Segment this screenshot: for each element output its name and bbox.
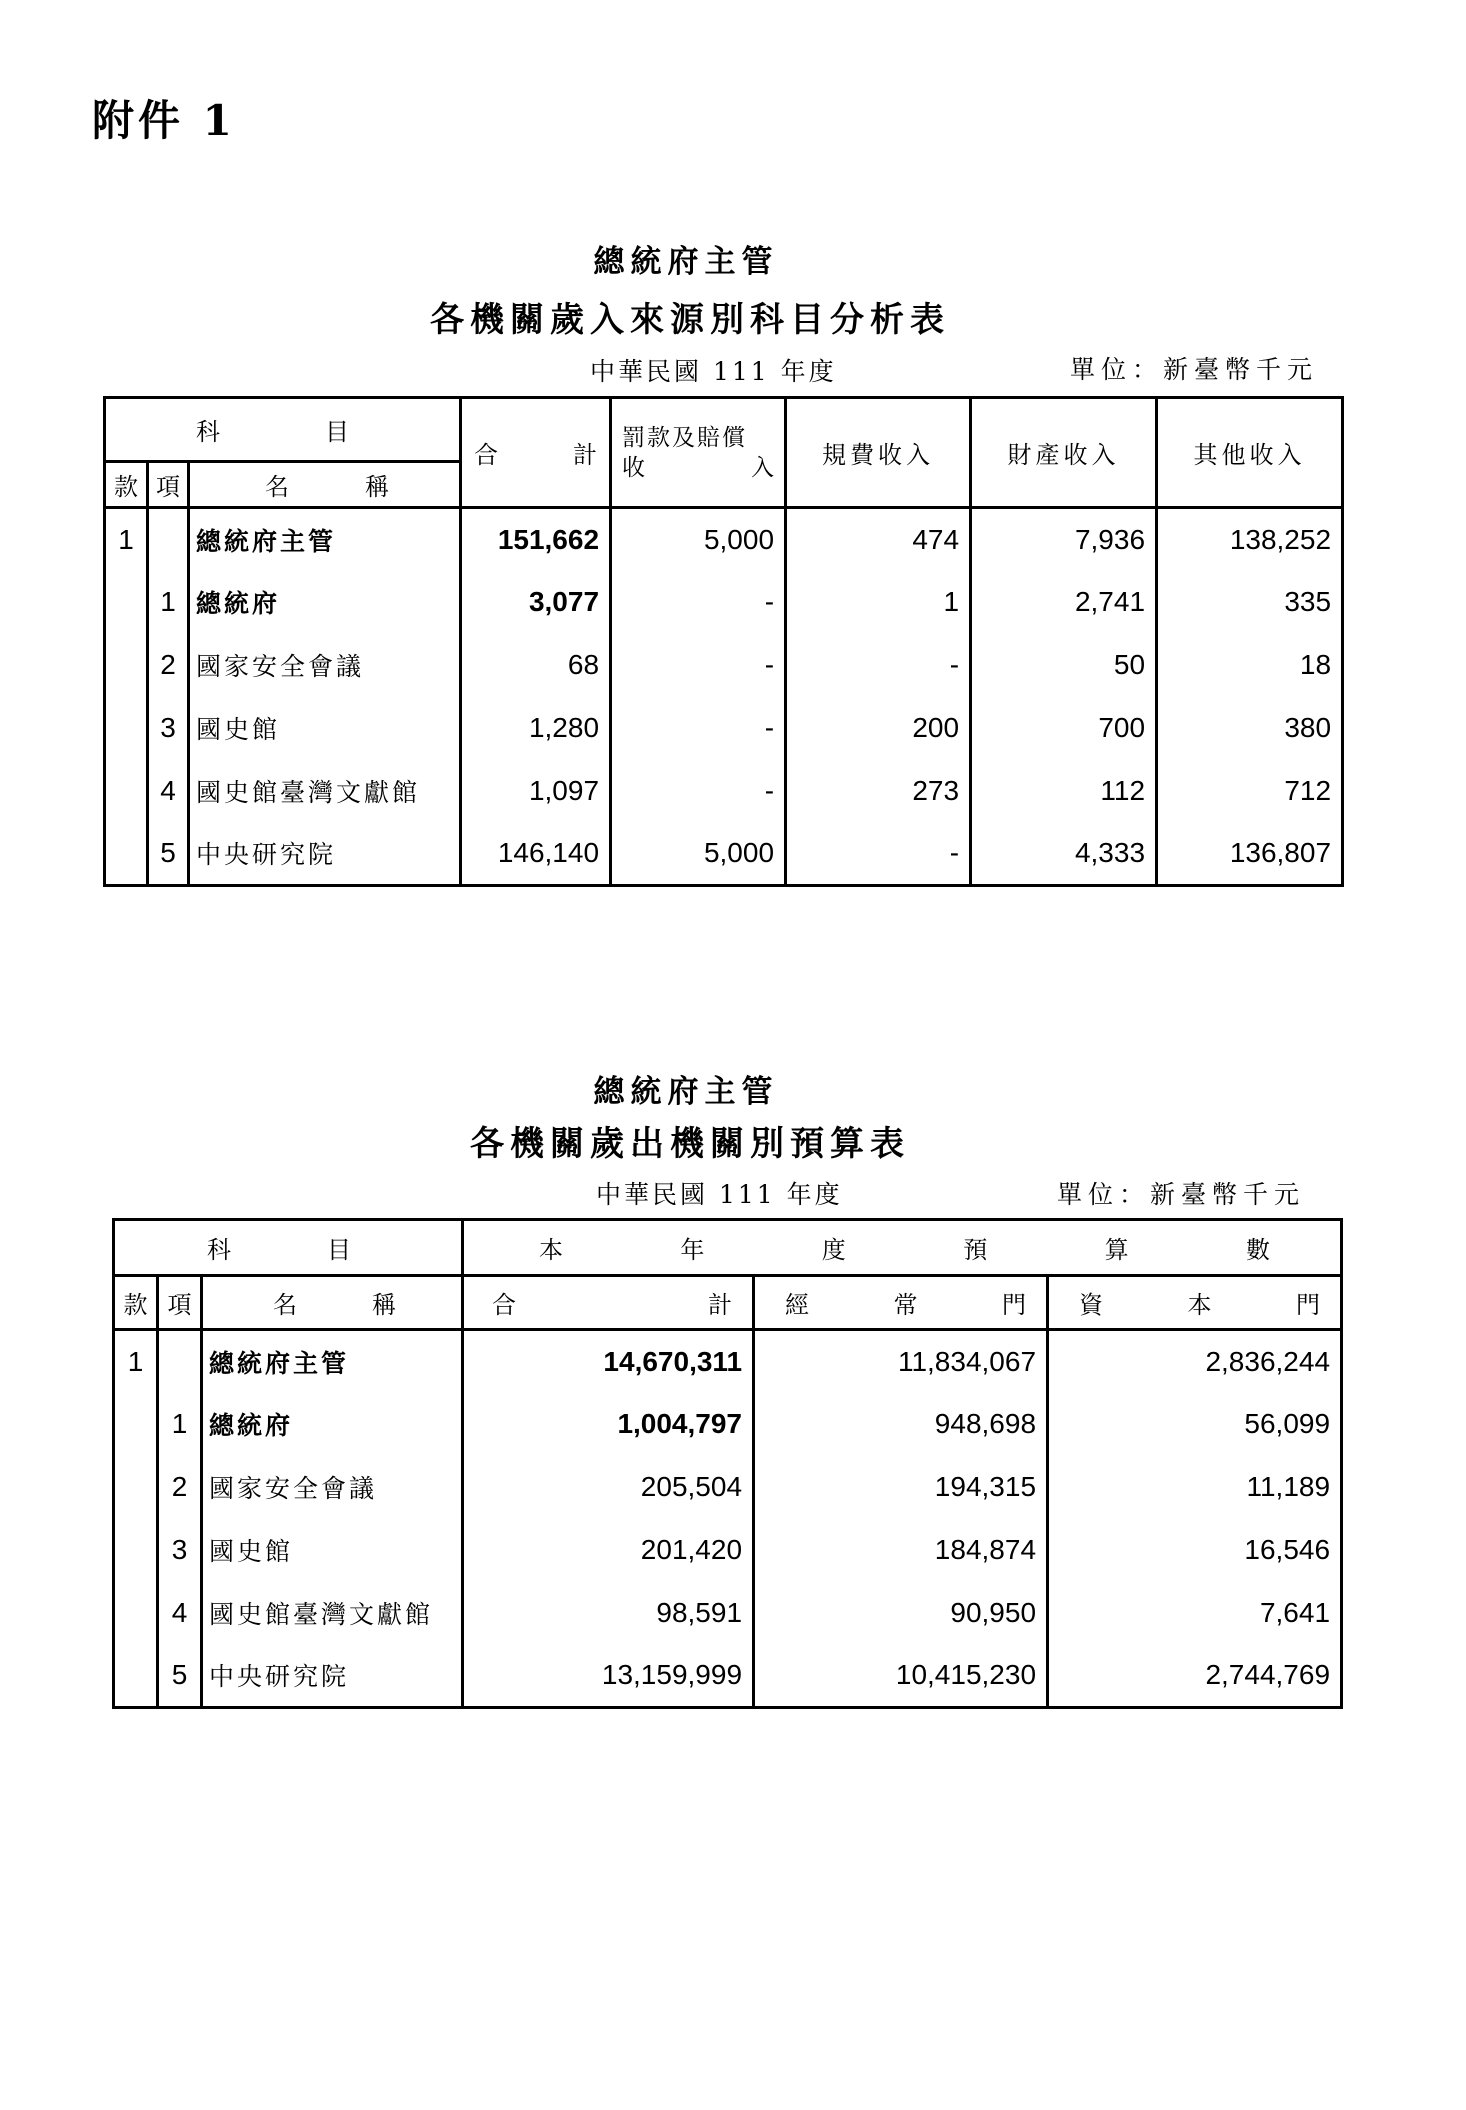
kuan-cell	[105, 760, 148, 823]
header-fines	[611, 398, 786, 508]
kuan-cell	[105, 697, 148, 760]
capital-cell: 11,189	[1048, 1456, 1342, 1519]
name-cell: 總統府主管	[202, 1330, 463, 1393]
table-row	[114, 1519, 1342, 1582]
header-name-a: 名	[273, 1291, 297, 1319]
fees-cell: -	[786, 634, 971, 697]
current-cell: 194,315	[754, 1456, 1048, 1519]
header-total-a: 合	[474, 441, 499, 469]
total-cell: 68	[461, 634, 611, 697]
fees-cell: 474	[786, 508, 971, 571]
header-subject	[105, 398, 461, 462]
xiang-cell: 5	[148, 823, 189, 886]
header-capital-char: 資	[1079, 1291, 1104, 1319]
fees-cell: 273	[786, 760, 971, 823]
total-cell: 1,004,797	[463, 1393, 754, 1456]
revenue-title: 各機關歲入來源別科目分析表	[430, 300, 950, 340]
xiang-cell: 2	[158, 1456, 202, 1519]
header-budget-char: 預	[963, 1236, 988, 1264]
name-cell: 總統府	[189, 571, 461, 634]
name-cell: 總統府主管	[189, 508, 461, 571]
name-cell: 國史館	[189, 697, 461, 760]
xiang-cell: 3	[158, 1519, 202, 1582]
revenue-table	[103, 396, 1344, 887]
table-row	[114, 1582, 1342, 1645]
kuan-cell: 1	[114, 1330, 158, 1393]
capital-cell: 2,836,244	[1048, 1330, 1342, 1393]
header-subject	[114, 1220, 463, 1276]
name-cell: 國家安全會議	[189, 634, 461, 697]
table-row	[105, 634, 1343, 697]
table-row	[105, 697, 1343, 760]
header-budget-char: 年	[680, 1236, 705, 1264]
name-cell: 中央研究院	[202, 1645, 463, 1708]
current-cell: 11,834,067	[754, 1330, 1048, 1393]
total-cell: 3,077	[461, 571, 611, 634]
table-row	[105, 823, 1343, 886]
name-cell: 國史館臺灣文獻館	[202, 1582, 463, 1645]
property-cell: 2,741	[971, 571, 1157, 634]
kuan-cell	[114, 1519, 158, 1582]
xiang-cell: 1	[158, 1393, 202, 1456]
xiang-cell: 3	[148, 697, 189, 760]
other-cell: 335	[1157, 571, 1343, 634]
total-cell: 98,591	[463, 1582, 754, 1645]
revenue-unit: 單位：新臺幣千元	[1070, 355, 1319, 384]
header-current-char: 門	[1002, 1291, 1027, 1319]
other-cell: 138,252	[1157, 508, 1343, 571]
header-budget-char: 本	[539, 1236, 564, 1264]
property-cell: 7,936	[971, 508, 1157, 571]
kuan-cell	[105, 823, 148, 886]
xiang-cell	[148, 508, 189, 571]
header-budget-char: 算	[1104, 1236, 1129, 1264]
total-cell: 201,420	[463, 1519, 754, 1582]
header-name-a: 名	[265, 473, 289, 501]
fees-cell: -	[786, 823, 971, 886]
total-cell: 1,097	[461, 760, 611, 823]
expenditure-title: 各機關歲出機關別預算表	[470, 1124, 910, 1164]
name-cell: 國史館臺灣文獻館	[189, 760, 461, 823]
property-cell: 4,333	[971, 823, 1157, 886]
header-capital-char: 本	[1187, 1291, 1212, 1319]
xiang-cell: 2	[148, 634, 189, 697]
kuan-cell	[114, 1645, 158, 1708]
capital-cell: 16,546	[1048, 1519, 1342, 1582]
header-total	[463, 1276, 754, 1330]
fees-cell: 200	[786, 697, 971, 760]
expenditure-unit: 單位：新臺幣千元	[1057, 1180, 1306, 1209]
name-cell: 總統府	[202, 1393, 463, 1456]
header-subject-b: 目	[325, 418, 350, 446]
header-fees: 規費收入	[786, 398, 971, 508]
fines-cell: -	[611, 634, 786, 697]
kuan-cell	[105, 571, 148, 634]
current-cell: 10,415,230	[754, 1645, 1048, 1708]
table-row	[114, 1645, 1342, 1708]
header-current-char: 經	[785, 1291, 810, 1319]
kuan-cell	[114, 1456, 158, 1519]
header-kuan: 款	[105, 462, 148, 508]
xiang-cell	[158, 1330, 202, 1393]
current-cell: 948,698	[754, 1393, 1048, 1456]
header-capital	[1048, 1276, 1342, 1330]
header-xiang: 項	[148, 462, 189, 508]
other-cell: 18	[1157, 634, 1343, 697]
table-row	[105, 571, 1343, 634]
fees-cell: 1	[786, 571, 971, 634]
xiang-cell: 1	[148, 571, 189, 634]
revenue-heading: 總統府主管	[593, 244, 779, 280]
property-cell: 50	[971, 634, 1157, 697]
attachment-label: 附件 1	[92, 96, 236, 145]
expenditure-table	[112, 1218, 1343, 1709]
kuan-cell	[105, 634, 148, 697]
fines-cell: -	[611, 571, 786, 634]
header-name-b: 稱	[372, 1291, 397, 1319]
fines-cell: 5,000	[611, 508, 786, 571]
header-name	[202, 1276, 463, 1330]
header-name	[189, 462, 461, 508]
header-other: 其他收入	[1157, 398, 1343, 508]
header-subject-a: 科	[196, 418, 220, 446]
current-cell: 90,950	[754, 1582, 1048, 1645]
header-xiang: 項	[158, 1276, 202, 1330]
header-subject-b: 目	[327, 1236, 352, 1264]
header-total-b: 計	[573, 441, 598, 469]
fines-cell: -	[611, 760, 786, 823]
table-row	[114, 1393, 1342, 1456]
header-fines-line2a: 收	[622, 454, 646, 481]
header-current	[754, 1276, 1048, 1330]
fines-cell: -	[611, 697, 786, 760]
capital-cell: 7,641	[1048, 1582, 1342, 1645]
xiang-cell: 5	[158, 1645, 202, 1708]
table-row	[105, 508, 1343, 571]
fines-cell: 5,000	[611, 823, 786, 886]
header-total	[461, 398, 611, 508]
header-property: 財產收入	[971, 398, 1157, 508]
header-subject-a: 科	[207, 1236, 231, 1264]
kuan-cell	[114, 1582, 158, 1645]
name-cell: 中央研究院	[189, 823, 461, 886]
current-cell: 184,874	[754, 1519, 1048, 1582]
other-cell: 712	[1157, 760, 1343, 823]
capital-cell: 56,099	[1048, 1393, 1342, 1456]
table-row	[114, 1330, 1342, 1393]
header-budget	[463, 1220, 1342, 1276]
capital-cell: 2,744,769	[1048, 1645, 1342, 1708]
table-row	[105, 760, 1343, 823]
expenditure-heading: 總統府主管	[593, 1074, 779, 1110]
other-cell: 380	[1157, 697, 1343, 760]
header-total-b: 計	[708, 1291, 733, 1319]
total-cell: 1,280	[461, 697, 611, 760]
table-row	[114, 1456, 1342, 1519]
total-cell: 13,159,999	[463, 1645, 754, 1708]
property-cell: 112	[971, 760, 1157, 823]
revenue-year: 中華民國 111 年度	[590, 357, 837, 386]
expenditure-year: 中華民國 111 年度	[596, 1180, 843, 1209]
header-fines-line2b: 入	[751, 454, 775, 481]
total-cell: 14,670,311	[463, 1330, 754, 1393]
header-total-a: 合	[492, 1291, 517, 1319]
header-capital-char: 門	[1296, 1291, 1321, 1319]
other-cell: 136,807	[1157, 823, 1343, 886]
name-cell: 國家安全會議	[202, 1456, 463, 1519]
xiang-cell: 4	[158, 1582, 202, 1645]
header-kuan: 款	[114, 1276, 158, 1330]
name-cell: 國史館	[202, 1519, 463, 1582]
total-cell: 146,140	[461, 823, 611, 886]
header-fines-line1: 罰款及賠償	[622, 424, 748, 451]
kuan-cell: 1	[105, 508, 148, 571]
header-budget-char: 數	[1245, 1236, 1270, 1264]
total-cell: 205,504	[463, 1456, 754, 1519]
xiang-cell: 4	[148, 760, 189, 823]
kuan-cell	[114, 1393, 158, 1456]
header-budget-char: 度	[821, 1236, 846, 1264]
header-name-b: 稱	[365, 473, 390, 501]
total-cell: 151,662	[461, 508, 611, 571]
property-cell: 700	[971, 697, 1157, 760]
header-current-char: 常	[893, 1291, 918, 1319]
